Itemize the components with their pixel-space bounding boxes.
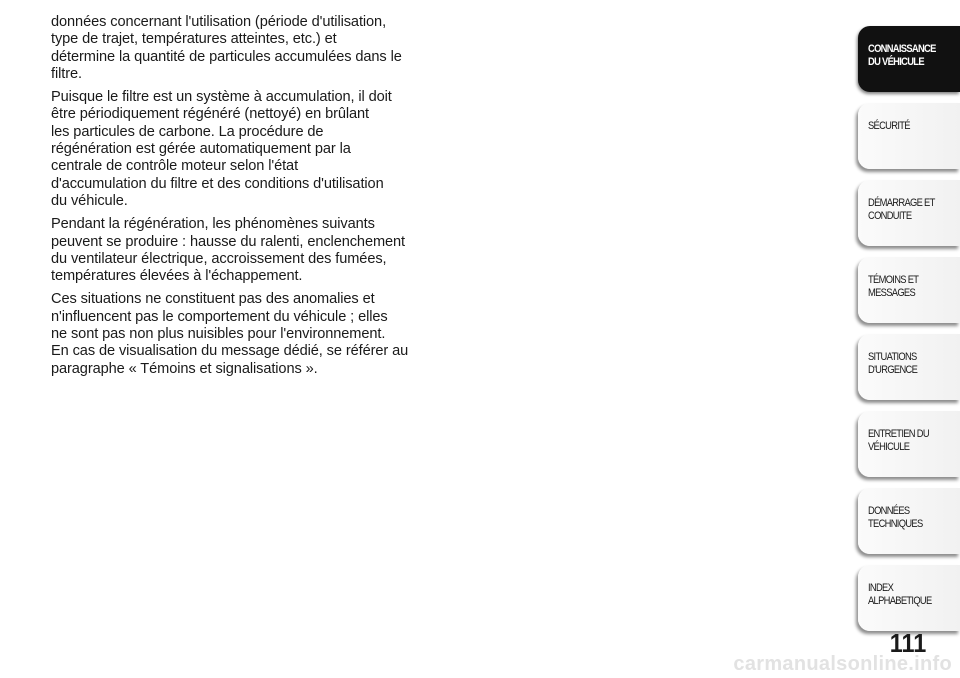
text-line: températures élevées à l'échappement. [51,268,303,285]
tab-label-line: SITUATIONS [868,351,917,363]
text-line: du véhicule. [51,192,128,209]
tab-label-line: DU VÉHICULE [868,56,924,68]
tab-label-line: VÉHICULE [868,441,910,453]
tab-label [868,582,946,608]
tab-label [868,351,946,377]
text-line: n'influencent pas le comportement du véhicule ; elles [51,308,388,325]
text-line: les particules de carbone. La procédure de [51,123,324,140]
tab-label [868,43,946,69]
paragraph-3 [51,216,446,285]
text-line: filtre. [51,65,82,82]
tab-donnees-techniques[interactable] [858,488,960,554]
tab-label-line: MESSAGES [868,287,916,299]
paragraph-2 [51,89,446,210]
text-line: peuvent se produire : hausse du ralenti, enclenchement [51,233,406,250]
tab-label-line: TÉMOINS ET [868,274,919,286]
tab-index-alphabetique[interactable] [858,565,960,631]
tab-label-line: CONNAISSANCE [868,43,936,55]
tab-label [868,274,946,300]
tab-label-line: ALPHABETIQUE [868,595,932,607]
tab-temoins-et-messages[interactable] [858,257,960,323]
text-line: régénération est gérée automatiquement par la [51,141,351,158]
text-line: ne sont pas non plus nuisibles pour l'environnement. [51,326,386,343]
tab-label-line: SÉCURITÉ [868,120,910,132]
tab-label [868,120,946,133]
tab-label [868,505,946,531]
tab-label-line: DONNÉES [868,505,910,517]
text-line: données concernant l'utilisation (période d'utilisation, [51,14,387,30]
tab-label-line: D'URGENCE [868,364,918,376]
tab-situations-d-urgence[interactable] [858,334,960,400]
tab-connaissance-du-vehicule[interactable] [858,26,960,92]
text-line: Pendant la régénération, les phénomènes suivants [51,216,375,233]
tab-label-line: CONDUITE [868,210,912,222]
tab-label-line: DÉMARRAGE ET [868,197,935,209]
tab-demarrage-et-conduite[interactable] [858,180,960,246]
tab-label-line: TECHNIQUES [868,518,923,530]
text-line: d'accumulation du filtre et des conditions d'utilisation [51,175,384,192]
text-line: Puisque le filtre est un système à accumulation, il doit [51,89,392,106]
text-line: centrale de contrôle moteur selon l'état [51,158,299,175]
tab-label [868,197,946,223]
text-line: En cas de visualisation du message dédié, se référer au [51,343,409,360]
text-line: du ventilateur électrique, accroissement des fumées, [51,250,387,267]
text-line: détermine la quantité de particules accumulées dans le [51,48,402,65]
paragraph-1 [51,14,446,83]
tab-securite[interactable] [858,103,960,169]
paragraph-4 [51,291,446,377]
page-number: 111 [889,628,927,658]
chapter-tabs [858,26,960,642]
tab-entretien-du-vehicule[interactable] [858,411,960,477]
page-body [51,14,446,384]
text-line: type de trajet, températures atteintes, etc.) et [51,31,337,48]
tab-label-line: INDEX [868,582,894,594]
tab-label [868,428,946,454]
watermark: carmanualsonline.info [733,653,952,675]
tab-label-line: ENTRETIEN DU [868,428,929,440]
text-line: Ces situations ne constituent pas des anomalies et [51,291,375,308]
text-line: être périodiquement régénéré (nettoyé) en brûlant [51,106,369,123]
text-line: paragraphe « Témoins et signalisations ». [51,360,318,377]
